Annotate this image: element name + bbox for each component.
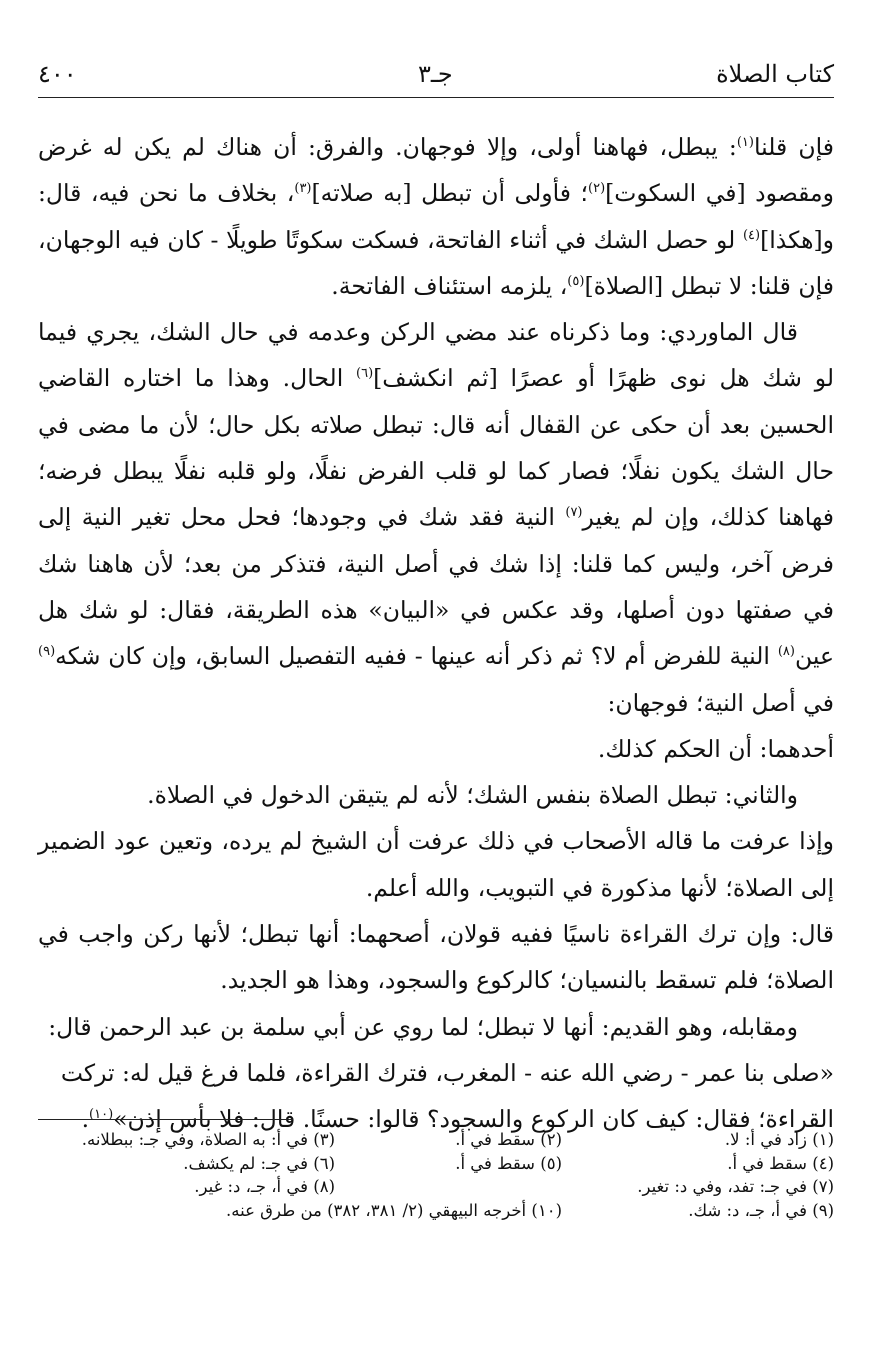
footnote-row xyxy=(38,1201,834,1225)
footnote-row xyxy=(38,1177,834,1201)
footnote: (٧) في جـ: تفد، وفي د: تغير. xyxy=(637,1177,834,1196)
footnote-marker: (٢) xyxy=(588,181,606,197)
footnote: (٤) سقط في أ. xyxy=(727,1153,834,1173)
paragraph: وإذا عرفت ما قاله الأصحاب في ذلك عرفت أن الشيخ لم يرده، وتعين عود الضمير إلى الصلاة؛ لأنها مذكورة في التبويب، والله أعلم. xyxy=(38,827,834,902)
footnote-marker: (٣) xyxy=(294,181,312,197)
footnote: (٨) في أ، جـ، د: غير. xyxy=(194,1177,335,1196)
footnote-row xyxy=(38,1130,834,1154)
footnote-marker: (١) xyxy=(736,135,754,150)
footnote: (٢) سقط في أ. xyxy=(455,1130,562,1149)
page-number: ٤٠٠ xyxy=(38,60,77,88)
paragraph: قال الماوردي: وما ذكرناه عند مضي الركن وعدمه في حال الشك، يجري فيما لو شك هل نوى ظهرًا أو عصرًا [ثم انكشف]$^{(٦)}$ الحال. وهذا ما اختاره القاضي الحسين بعد أن حكى عن القفال أنه قال: تبطل صلاته بكل حال؛ لأن ما مضى في حال الشك يكون نفلًا؛ فصار كما لو قلب الفرض نفلًا، ولو قلبه نفلًا يبطل فرضه؛ فهاهنا كذلك، وإن لم يغير$^{(٧)}$ النية فقد شك في وجودها؛ فحل محل تغير النية إلى فرض آخر، وليس كما قلنا: إذا شك في أصل النية، فتذكر من بعد؛ لأن هاهنا شك في صفتها دون أصلها، وقد عكس في «البيان» هذه الطريقة، فقال: لو شك هل عين$^{(٨)}$ النية للفرض أم لا؟ ثم ذكر أنه عينها - ففيه التفصيل السابق، وإن كان شكه$^{(٩)}$ في أصل النية؛ فوجهان: xyxy=(38,318,834,717)
footnote: (١٠) أخرجه البيهقي (٢/ ٣٨١، ٣٨٢) من طرق عنه. xyxy=(226,1200,562,1220)
paragraph: قال: وإن ترك القراءة ناسيًا ففيه قولان، أصحهما: أنها تبطل؛ لأنها ركن واجب في الصلاة؛ فلم تسقط بالنسيان؛ كالركوع والسجود، وهذا هو الجديد. xyxy=(38,920,834,995)
paragraph: ومقابله، وهو القديم: أنها لا تبطل؛ لما روي عن أبي سلمة بن عبد الرحمن قال: «صلى بنا عمر - رضي الله عنه - المغرب، فترك القراءة، فلما فرغ قيل له: تركت القراءة؛ فقال: كيف كان الركوع والسجود؟ قالوا: حسنًا. قال: فلا بأس إذن»$^{(١٠)}$. xyxy=(48,1012,834,1134)
book-title: كتاب الصلاة xyxy=(716,60,834,88)
footnote-marker: (١٠) xyxy=(89,1107,114,1123)
footnote: (١) زاد في أ: لا. xyxy=(724,1130,834,1149)
footnotes xyxy=(38,1130,834,1224)
paragraph: أحدهما: أن الحكم كذلك. xyxy=(597,734,834,763)
footnote-row xyxy=(38,1154,834,1178)
footnote-marker: (٩) xyxy=(38,644,56,660)
footnote-marker: (٧) xyxy=(565,505,583,521)
paragraph: فإن قلنا$^{(١)}$: يبطل، فهاهنا أولى، وإلا فوجهان. والفرق: أن هناك لم يكن له غرض ومقصود [في السكوت]$^{(٢)}$؛ فأولى أن تبطل [به صلاته]$^{(٣)}$، بخلاف ما نحن فيه، قال: و[هكذا]$^{(٤)}$ لو حصل الشك في أثناء الفاتحة، فسكت سكوتًا طويلًا - كان فيه الوجهان، فإن قلنا: لا تبطل [الصلاة]$^{(٥)}$، يلزمه استئناف الفاتحة. xyxy=(38,133,834,300)
footnote-marker: (٥) xyxy=(567,273,585,289)
footnote-marker: (٨) xyxy=(777,644,795,660)
footnote: (٦) في جـ: لم يكشف. xyxy=(183,1153,335,1173)
volume-label: جـ٣ xyxy=(418,60,453,88)
footnote-rule xyxy=(38,1119,293,1120)
footnote: (٥) سقط في أ. xyxy=(455,1153,562,1173)
footnote-marker: (٤) xyxy=(742,227,761,243)
main-text xyxy=(38,124,834,1143)
footnote: (٩) في أ، جـ، د: شك. xyxy=(688,1200,834,1220)
footnote: (٣) في أ: به الصلاة، وفي جـ: ببطلانه. xyxy=(81,1130,335,1149)
header-rule xyxy=(38,97,834,98)
paragraph: والثاني: تبطل الصلاة بنفس الشك؛ لأنه لم يتيقن الدخول في الصلاة. xyxy=(147,781,798,810)
running-header xyxy=(38,58,834,98)
footnote-marker: (٦) xyxy=(356,366,374,382)
